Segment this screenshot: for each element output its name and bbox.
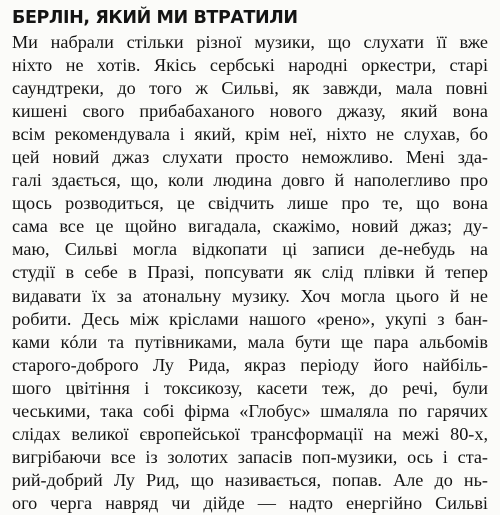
text-line: маю, Сильві могла відкопати ці записи де-небудь на bbox=[12, 239, 488, 260]
text-line: кишені свого прибабаханого нового джазу, який вона bbox=[12, 101, 488, 122]
text-line: Ми набрали стільки різної музики, що слухати її вже bbox=[12, 32, 488, 52]
text-line: робити. Десь між кріслами нашого «рено», укупі з бан- bbox=[12, 308, 488, 329]
text-line: сама все це щойно вигадала, скажімо, новий джаз; ду- bbox=[12, 216, 488, 237]
text-line: ніхто не хотів. Якісь сербські народні оркестри, старі bbox=[12, 55, 488, 76]
body-paragraph bbox=[12, 31, 489, 515]
text-line: студії в себе в Празі, попсувати як слід плівки й тепер bbox=[12, 262, 488, 283]
text-line: рий-добрий Лу Рид, що називається, попав. Але до нь- bbox=[12, 469, 488, 490]
text-line: старого-доброго Лу Рида, якраз періоду його найбіль- bbox=[12, 354, 488, 375]
text-line: щось розводиться, це свідчить лише про те, що вона bbox=[12, 193, 488, 214]
text-line: чеськими, така собі фірма «Глобус» шмаляла по гарячих bbox=[12, 400, 488, 421]
text-line: вигрібаючи все із золотих запасів поп-музики, ось і ста- bbox=[12, 446, 488, 467]
text-line: саундтреки, до того ж Сильві, як завжди, мала повні bbox=[12, 78, 488, 99]
text-line: цей новий джаз слухати просто неможливо. Мені зда- bbox=[12, 147, 488, 168]
text-line: галі здається, що, коли людина довго й наполегливо про bbox=[12, 170, 488, 191]
text-line: слідах великої європейської трансформації на межі 80-х, bbox=[12, 423, 488, 444]
section-heading: БЕРЛІН, ЯКИЙ МИ ВТРАТИЛИ bbox=[12, 8, 298, 28]
text-line: видавати їх за атональну музику. Хоч могла цього й не bbox=[12, 285, 488, 306]
text-line: ками кóли та путівниками, мала бути ще пара альбомів bbox=[12, 331, 488, 352]
text-line: шого цвітіння і токсикозу, касети теж, до речі, були bbox=[12, 377, 488, 398]
text-line: всім рекомендувала і який, крім неї, ніхто не слухав, бо bbox=[12, 124, 488, 145]
text-line: ого черга навряд чи дійде — надто енергійно Сильві bbox=[12, 492, 488, 513]
